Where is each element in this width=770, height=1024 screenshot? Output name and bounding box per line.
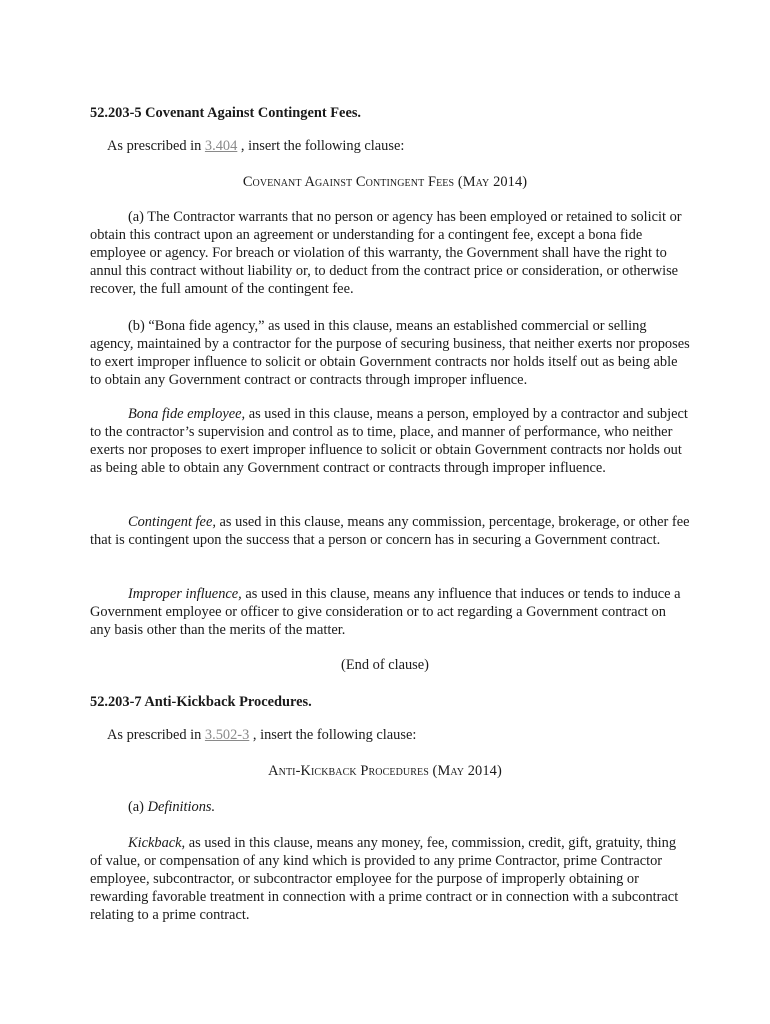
paragraph-a-definitions [90, 798, 690, 816]
definition-bona-fide-employee [90, 405, 690, 477]
definition-text: as used in this clause, means any influence that induces or tends to induce a Government employee or officer to give consideration or to act regarding a Government contract on any basis other than the merits of the matter. [90, 586, 681, 638]
definition-text: as used in this clause, means any money, fee, commission, credit, gift, gratuity, thing of value, or compensation of any kind which is provided to any prime Contractor, prime Contractor employee, subcontractor, or subcontractor employee for the purpose of improperly obtaining or rewarding favorable treatment in connection with a prime contract or in connection with a subcontract relating to a prime contract. [90, 835, 679, 923]
prescribed-text: As prescribed in [107, 138, 205, 154]
paragraph-label: (a) [128, 799, 148, 815]
term-contingent-fee: Contingent fee, [128, 514, 216, 530]
section-heading-52-203-7: 52.203-7 Anti-Kickback Procedures. [90, 694, 312, 710]
prescribed-text-after: , insert the following clause: [249, 727, 417, 743]
reference-link-3-404[interactable]: 3.404 [204, 138, 238, 154]
end-of-clause: (End of clause) [341, 657, 429, 673]
definition-text: as used in this clause, means any commission, percentage, brokerage, or other fee that is contingent upon the success that a person or concern has in securing a Government contract. [90, 514, 690, 548]
clause-title: Covenant Against Contingent Fees (May 2014) [242, 174, 528, 190]
term-improper-influence: Improper influence, [128, 586, 242, 602]
prescribed-line [107, 726, 707, 744]
section-heading-52-203-5: 52.203-5 Covenant Against Contingent Fees. [90, 105, 362, 121]
definition-kickback [90, 834, 690, 924]
prescribed-text: As prescribed in [107, 727, 205, 743]
prescribed-text-after: , insert the following clause: [237, 138, 405, 154]
term-kickback: Kickback, [128, 835, 186, 851]
definition-text: as used in this clause, means a person, employed by a contractor and subject to the contractor’s supervision and control as to time, place, and manner of performance, who neither exerts nor proposes to exert improper influence to solicit or obtain Government contracts nor holds out as being able to obtain any Government contract or contracts through improper influence. [90, 406, 688, 476]
definition-improper-influence [90, 585, 690, 639]
paragraph-b: (b) “Bona fide agency,” as used in this clause, means an established commercial or selling agency, maintained by a contractor for the purpose of securing business, that neither exerts nor proposes to exert improper influence to solicit or obtain Government contracts nor holds itself out as being able to obtain any Government contract or contracts through improper influence. [90, 318, 690, 388]
prescribed-line [107, 137, 707, 155]
reference-link-3-502-3[interactable]: 3.502-3 [204, 727, 250, 743]
paragraph-a: (a) The Contractor warrants that no person or agency has been employed or retained to solicit or obtain this contract upon an agreement or understanding for a contingent fee, except a bona fide employee or agency. For breach or violation of this warranty, the Government shall have the right to annul this contract without liability or, to deduct from the contract price or consideration, or otherwise recover, the full amount of the contingent fee. [90, 209, 682, 297]
term-definitions: Definitions. [147, 799, 216, 815]
term-bona-fide-employee: Bona fide employee, [128, 406, 246, 422]
definition-contingent-fee [90, 513, 690, 549]
clause-title: Anti-Kickback Procedures (May 2014) [268, 763, 502, 779]
